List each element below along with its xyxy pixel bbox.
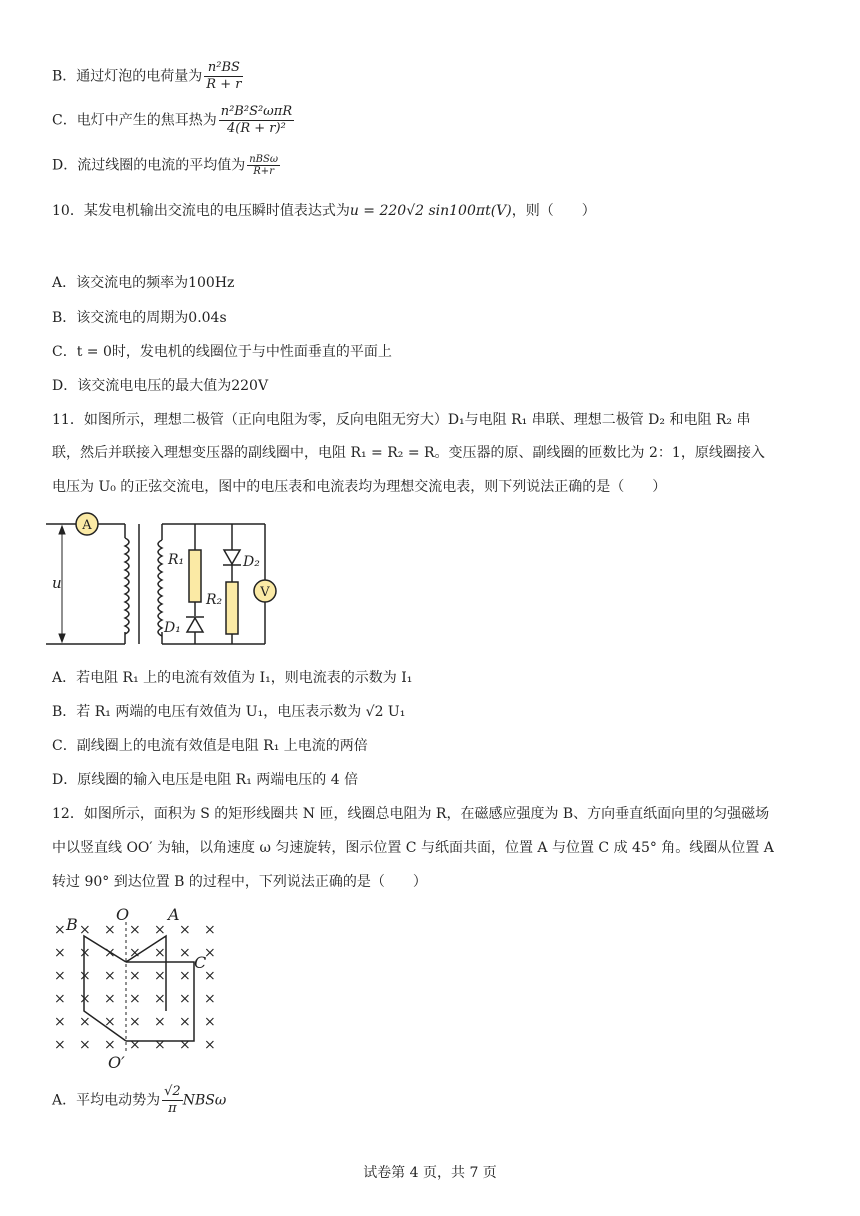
cross-mark: × [179, 991, 191, 1007]
q12-option-a-text: A．平均电动势为 [52, 1092, 161, 1109]
cross-mark: × [54, 968, 66, 984]
cross-mark: × [104, 991, 116, 1007]
u-label: u [52, 574, 62, 592]
cross-mark: × [79, 1014, 91, 1030]
q10-option-a: A．该交流电的频率为100Hz [52, 275, 235, 291]
cross-mark: × [129, 1037, 141, 1053]
cross-mark: × [104, 968, 116, 984]
r1-label: R₁ [168, 552, 185, 568]
q12-stem-line-1: 12．如图所示，面积为 S 的矩形线圈共 N 匝，线圈总电阻为 R，在磁感应强度为 B、方向垂直纸面向里的匀强磁场 [52, 806, 770, 822]
cross-mark: × [79, 945, 91, 961]
resistor-r2 [226, 582, 238, 634]
cross-mark: × [204, 968, 216, 984]
cross-mark: × [54, 945, 66, 961]
cross-mark: × [129, 922, 141, 938]
q11-circuit-diagram [40, 510, 280, 650]
cross-mark: × [129, 1014, 141, 1030]
q11-stem-line-2: 联，然后并联接入理想变压器的副线圈中，电阻 R₁ = R₂ = R。变压器的原、副线圈的匝数比为 2：1，原线圈接入 [52, 445, 765, 461]
q11-stem-line-1: 11．如图所示，理想二极管（正向电阻为零，反向电阻无穷大）D₁与电阻 R₁ 串联、理想二极管 D₂ 和电阻 R₂ 串 [52, 412, 751, 428]
cross-mark: × [54, 991, 66, 1007]
q9-option-c-denominator: 4(R + r)² [227, 121, 286, 136]
q10-formula: u = 220√2 sin100πt(V) [349, 203, 512, 219]
q9-option-d [52, 154, 280, 177]
cross-mark: × [129, 968, 141, 984]
cross-mark: × [129, 945, 141, 961]
q11-stem-line-3: 电压为 U₀ 的正弦交流电，图中的电压表和电流表均为理想交流电表，则下列说法正确的是（ ） [52, 479, 667, 495]
cross-mark: × [204, 945, 216, 961]
q10-stem-tail: ，则（ ） [511, 203, 596, 219]
q9-option-b-fraction [204, 60, 243, 93]
magnetic-field-crosses [54, 922, 216, 1053]
cross-mark: × [154, 1014, 166, 1030]
page-footer: 试卷第 4 页，共 7 页 [363, 1165, 497, 1181]
q9-option-c-text: C．电灯中产生的焦耳热为 [52, 112, 217, 129]
diode-d1-icon [186, 617, 204, 632]
q9-option-b-text: B．通过灯泡的电荷量为 [52, 68, 203, 85]
cross-mark: × [104, 945, 116, 961]
label-b: B [66, 915, 78, 934]
q12-coil-diagram [46, 900, 236, 1072]
d2-label: D₂ [243, 554, 260, 570]
q12-option-a-tail: NBSω [182, 1092, 227, 1109]
cross-mark: × [154, 922, 166, 938]
q11-option-b: B．若 R₁ 两端的电压有效值为 U₁，电压表示数为 √2 U₁ [52, 704, 406, 720]
q9-option-d-denominator: R+r [253, 166, 274, 177]
cross-mark: × [54, 1037, 66, 1053]
cross-mark: × [204, 991, 216, 1007]
q11-option-c: C．副线圈上的电流有效值是电阻 R₁ 上电流的两倍 [52, 738, 368, 754]
label-o: O [116, 905, 130, 924]
q9-option-b-numerator: n²BS [204, 60, 243, 77]
resistor-r1 [189, 550, 201, 602]
cross-mark: × [154, 945, 166, 961]
cross-mark: × [104, 1014, 116, 1030]
diode-d2-icon [223, 550, 241, 565]
q10-option-c: C．t = 0时，发电机的线圈位于与中性面垂直的平面上 [52, 344, 392, 360]
voltmeter-label: V [260, 585, 270, 600]
q12-stem-line-2: 中以竖直线 OO′ 为轴，以角速度 ω 匀速旋转，图示位置 C 与纸面共面，位置 A 与位置 C 成 45° 角。线圈从位置 A [52, 840, 774, 856]
q11-option-d: D．原线圈的输入电压是电阻 R₁ 两端电压的 4 倍 [52, 772, 359, 788]
cross-mark: × [104, 1037, 116, 1053]
q10-option-b: B．该交流电的周期为0.04s [52, 310, 227, 326]
cross-mark: × [79, 922, 91, 938]
cross-mark: × [154, 1037, 166, 1053]
cross-mark: × [154, 991, 166, 1007]
cross-mark: × [54, 1014, 66, 1030]
q12-option-a-fraction [162, 1084, 183, 1117]
q12-option-a-numerator: √2 [164, 1084, 181, 1099]
cross-mark: × [179, 1014, 191, 1030]
q12-option-a-denominator: π [168, 1101, 177, 1116]
q9-option-d-text: D．流过线圈的电流的平均值为 [52, 157, 246, 174]
cross-mark: × [204, 1037, 216, 1053]
q9-option-c-fraction [219, 104, 294, 137]
cross-mark: × [154, 968, 166, 984]
q9-option-d-numerator: nBSω [249, 154, 279, 165]
cross-mark: × [204, 1014, 216, 1030]
q9-option-b-denominator: R + r [206, 77, 242, 92]
ammeter-label: A [82, 518, 92, 533]
q10-stem [52, 201, 596, 221]
label-a: A [168, 905, 180, 924]
q10-stem-text: 10．某发电机输出交流电的电压瞬时值表达式为 [52, 203, 350, 219]
cross-mark: × [129, 991, 141, 1007]
cross-mark: × [179, 1037, 191, 1053]
cross-mark: × [79, 1037, 91, 1053]
q12-stem-line-3: 转过 90° 到达位置 B 的过程中，下列说法正确的是（ ） [52, 874, 427, 890]
q11-option-a: A．若电阻 R₁ 上的电流有效值为 I₁，则电流表的示数为 I₁ [52, 670, 413, 686]
q12-option-a [52, 1084, 226, 1117]
cross-mark: × [54, 922, 66, 938]
cross-mark: × [104, 922, 116, 938]
q10-option-d: D．该交流电电压的最大值为220V [52, 378, 269, 394]
cross-mark: × [79, 968, 91, 984]
q9-option-b [52, 60, 243, 93]
q9-option-c-numerator: n²B²S²ωπR [220, 104, 293, 119]
cross-mark: × [179, 968, 191, 984]
cross-mark: × [204, 922, 216, 938]
q9-option-d-fraction [247, 154, 280, 177]
label-c: C [194, 953, 207, 972]
cross-mark: × [79, 991, 91, 1007]
cross-mark: × [179, 945, 191, 961]
r2-label: R₂ [206, 592, 223, 608]
d1-label: D₁ [164, 620, 181, 636]
cross-mark: × [179, 922, 191, 938]
q9-option-c [52, 104, 294, 137]
label-o-prime: O′ [108, 1053, 125, 1072]
